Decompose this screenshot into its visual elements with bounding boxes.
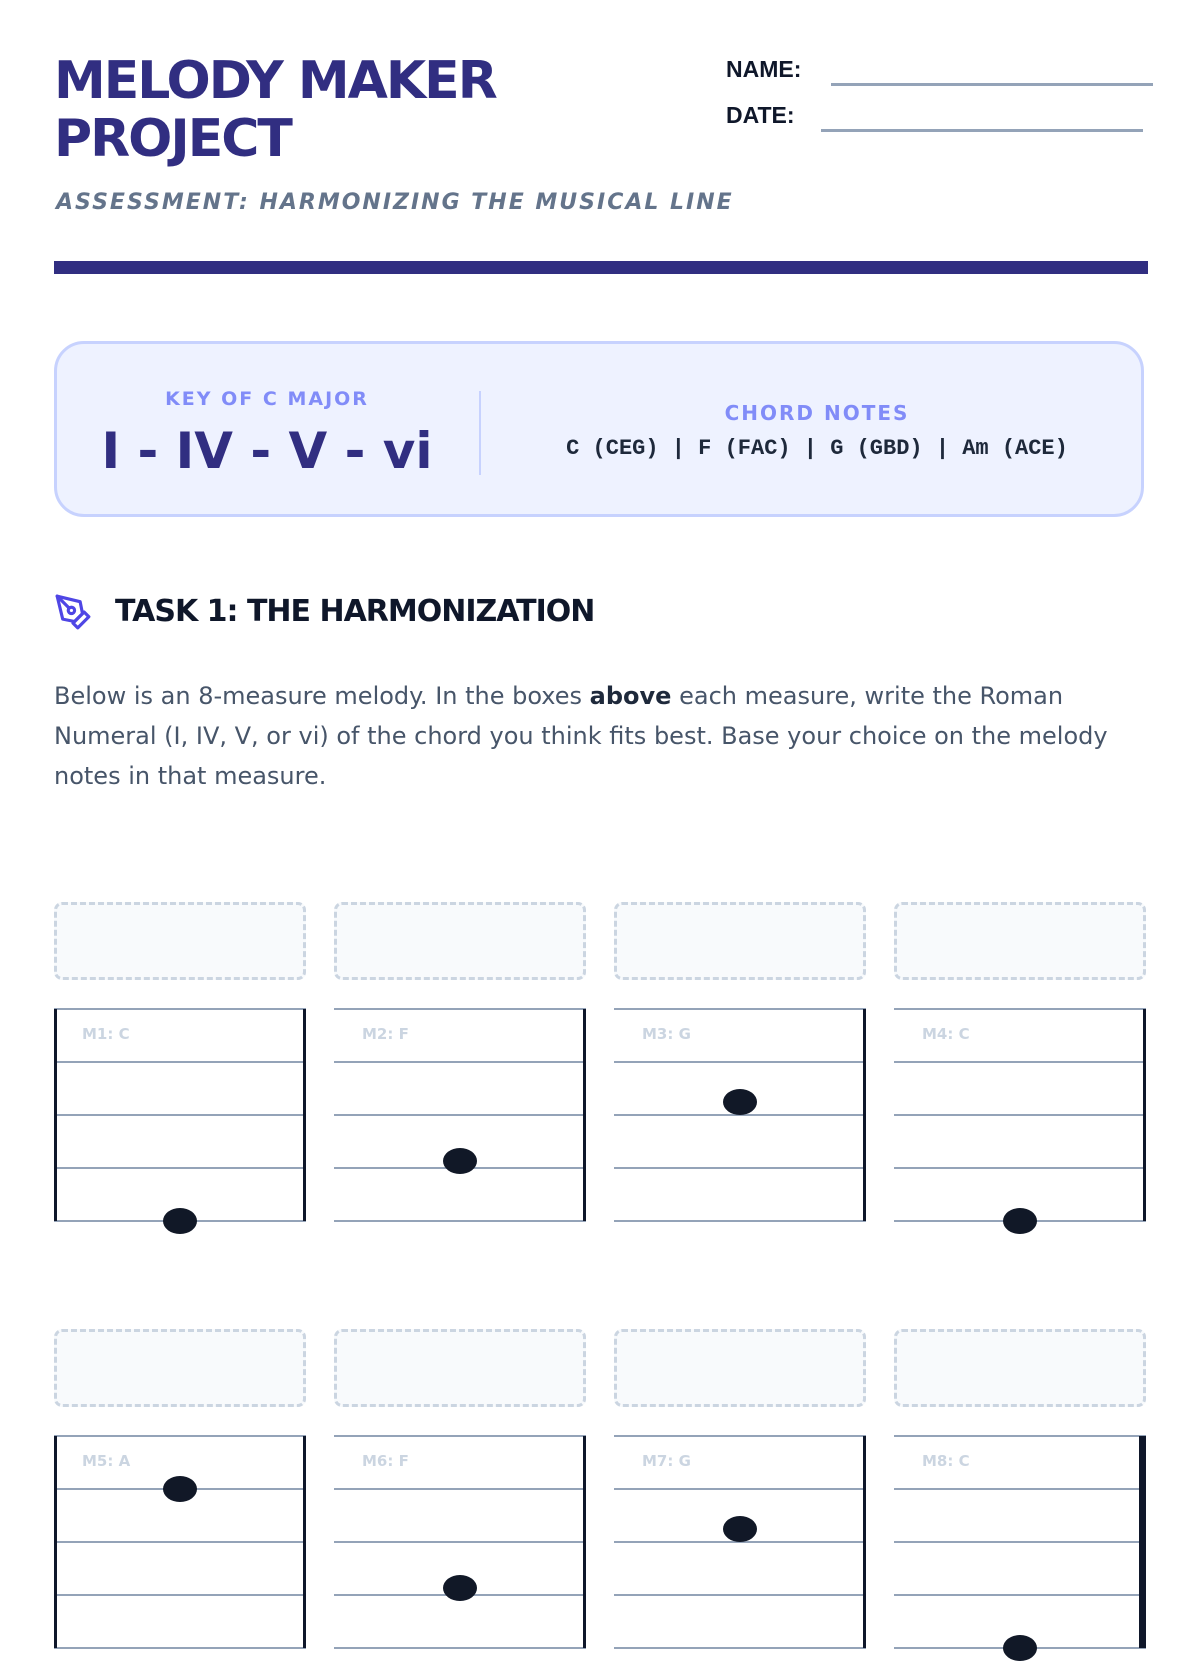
measure-staff bbox=[894, 1009, 1146, 1221]
title-line-2: PROJECT bbox=[54, 109, 291, 169]
name-field[interactable] bbox=[831, 83, 1153, 86]
staff-line bbox=[614, 1594, 866, 1596]
measure-label: M7: G bbox=[642, 1452, 691, 1470]
staff-line bbox=[894, 1008, 1146, 1010]
staff-line bbox=[894, 1114, 1146, 1116]
barline bbox=[863, 1436, 866, 1648]
staff-line bbox=[54, 1061, 306, 1063]
measure-staff bbox=[334, 1436, 586, 1648]
measure-label: M8: C bbox=[922, 1452, 970, 1470]
measure-staff bbox=[54, 1436, 306, 1648]
staff-line bbox=[54, 1435, 306, 1437]
pen-tool-icon bbox=[54, 593, 92, 631]
melody-note bbox=[723, 1089, 757, 1115]
staff-line bbox=[334, 1541, 586, 1543]
melody-note bbox=[1003, 1208, 1037, 1234]
task-instructions bbox=[54, 676, 1164, 796]
measure-staff bbox=[334, 1009, 586, 1221]
measure-label: M6: F bbox=[362, 1452, 409, 1470]
barline bbox=[583, 1009, 586, 1221]
barline bbox=[303, 1436, 306, 1648]
measure-staff bbox=[614, 1009, 866, 1221]
measure-staff bbox=[614, 1436, 866, 1648]
staff-line bbox=[54, 1114, 306, 1116]
staff-line bbox=[334, 1435, 586, 1437]
barline bbox=[54, 1436, 57, 1648]
staff-line bbox=[614, 1008, 866, 1010]
staff-line bbox=[54, 1594, 306, 1596]
chord-answer-box[interactable] bbox=[54, 1329, 306, 1407]
staff-line bbox=[614, 1061, 866, 1063]
staff-line bbox=[334, 1488, 586, 1490]
melody-note bbox=[163, 1476, 197, 1502]
page-title bbox=[54, 52, 496, 168]
barline bbox=[1143, 1009, 1146, 1221]
melody-note bbox=[443, 1575, 477, 1601]
measure-label: M4: C bbox=[922, 1025, 970, 1043]
title-line-1: MELODY MAKER bbox=[54, 51, 496, 111]
staff-line bbox=[894, 1594, 1146, 1596]
barline bbox=[863, 1009, 866, 1221]
staff-line bbox=[334, 1647, 586, 1649]
measure-staff bbox=[894, 1436, 1146, 1648]
panel-divider bbox=[479, 391, 481, 475]
melody-note bbox=[163, 1208, 197, 1234]
chord-answer-box[interactable] bbox=[334, 1329, 586, 1407]
melody-note bbox=[443, 1148, 477, 1174]
staff-line bbox=[894, 1061, 1146, 1063]
chord-answer-box[interactable] bbox=[614, 902, 866, 980]
task-title: TASK 1: THE HARMONIZATION bbox=[115, 594, 595, 629]
measure-staff bbox=[54, 1009, 306, 1221]
date-field[interactable] bbox=[821, 129, 1143, 132]
staff-line bbox=[334, 1114, 586, 1116]
staff-line bbox=[54, 1541, 306, 1543]
subtitle: ASSESSMENT: HARMONIZING THE MUSICAL LINE bbox=[56, 190, 734, 215]
barline bbox=[583, 1436, 586, 1648]
chord-answer-box[interactable] bbox=[894, 902, 1146, 980]
staff-line bbox=[894, 1167, 1146, 1169]
staff-line bbox=[54, 1167, 306, 1169]
staff-line bbox=[894, 1541, 1146, 1543]
name-label: NAME: bbox=[726, 56, 802, 82]
chord-progression: I - IV - V - vi bbox=[101, 422, 433, 480]
instructions-part-1: Below is an 8-measure melody. In the boxes bbox=[54, 682, 590, 710]
staff-line bbox=[614, 1167, 866, 1169]
chord-notes-label: CHORD NOTES bbox=[724, 401, 910, 425]
key-section bbox=[57, 344, 477, 514]
staff-line bbox=[614, 1220, 866, 1222]
staff-line bbox=[614, 1647, 866, 1649]
key-info-panel bbox=[54, 341, 1144, 517]
chord-answer-box[interactable] bbox=[334, 902, 586, 980]
measure-label: M2: F bbox=[362, 1025, 409, 1043]
measure-label: M3: G bbox=[642, 1025, 691, 1043]
instructions-part-2: each measure, write the Roman Numeral (I, IV, V, or vi) of the chord you think fits best. Base your choice on the melody notes in that measure. bbox=[54, 682, 1108, 790]
staff-line bbox=[894, 1435, 1146, 1437]
header-rule bbox=[54, 261, 1148, 274]
date-label: DATE: bbox=[726, 102, 795, 128]
chord-answer-box[interactable] bbox=[614, 1329, 866, 1407]
melody-note bbox=[1003, 1635, 1037, 1661]
barline bbox=[54, 1009, 57, 1221]
staff-line bbox=[614, 1488, 866, 1490]
staff-line bbox=[54, 1008, 306, 1010]
final-barline bbox=[1139, 1436, 1146, 1648]
melody-note bbox=[723, 1516, 757, 1542]
staff-line bbox=[334, 1008, 586, 1010]
staff-line bbox=[54, 1647, 306, 1649]
barline bbox=[303, 1009, 306, 1221]
measure-label: M1: C bbox=[82, 1025, 130, 1043]
staff-line bbox=[894, 1488, 1146, 1490]
chord-answer-box[interactable] bbox=[894, 1329, 1146, 1407]
staff-line bbox=[614, 1435, 866, 1437]
staff-line bbox=[334, 1061, 586, 1063]
key-label: KEY OF C MAJOR bbox=[165, 388, 369, 410]
chord-answer-box[interactable] bbox=[54, 902, 306, 980]
measure-label: M5: A bbox=[82, 1452, 131, 1470]
instructions-bold: above bbox=[589, 682, 672, 710]
chord-notes: C (CEG) | F (FAC) | G (GBD) | Am (ACE) bbox=[566, 436, 1068, 461]
staff-line bbox=[334, 1220, 586, 1222]
